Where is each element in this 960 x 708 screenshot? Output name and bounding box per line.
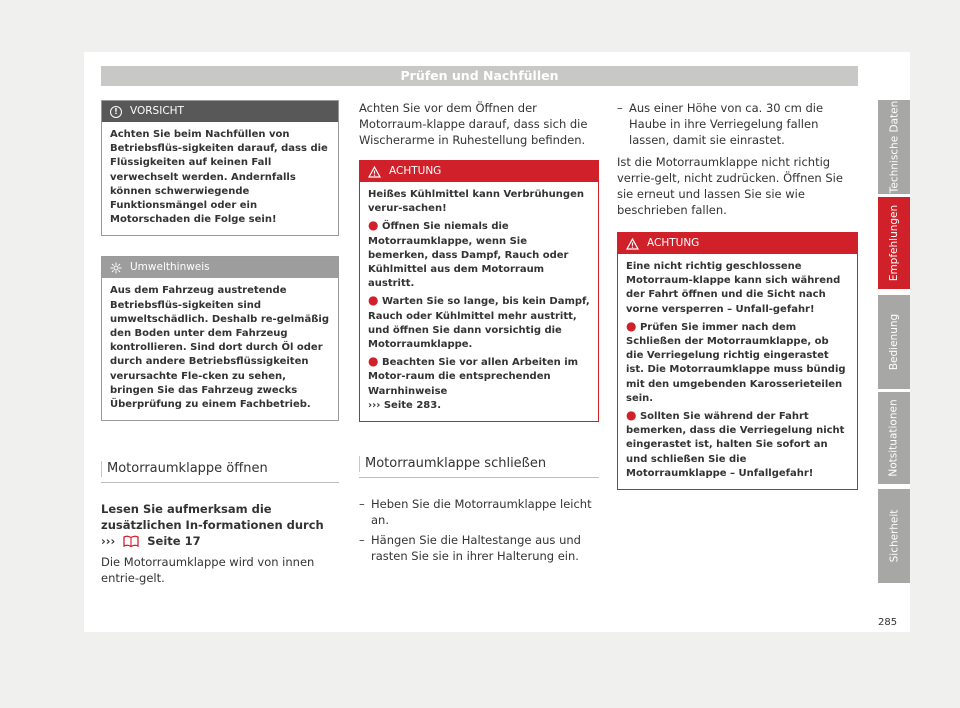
warning-ref-link[interactable]: Seite 283. [383, 399, 441, 411]
leaf-icon [110, 262, 122, 274]
warning-title-bar-1 [360, 161, 598, 182]
latch-paragraph: Ist die Motorraumklappe nicht richtig verrie-gelt, nicht zudrücken. Öffnen Sie sie erneut und lassen Sie sie wie beschrieben fallen. [617, 155, 843, 217]
tab-notsituationen[interactable] [878, 392, 910, 484]
step-text: Aus einer Höhe von ca. 30 cm die Haube in ihre Verriegelung fallen lassen, damit sie einrastet. [629, 101, 824, 147]
open-paragraph: Die Motorraumklappe wird von innen entrie-gelt. [101, 555, 315, 586]
environment-title: Umwelthinweis [130, 261, 210, 274]
tab-empfehlungen[interactable] [878, 197, 910, 289]
step-item: – Heben Sie die Motorraumklappe leicht an. [359, 496, 599, 528]
intro-bold: Lesen Sie aufmerksam die zusätzlichen In-formationen durch [101, 502, 324, 533]
book-icon [123, 535, 139, 552]
tab-bedienung[interactable] [878, 295, 910, 389]
intro-ref-link[interactable]: Seite 17 [147, 534, 201, 549]
intro-text [101, 501, 339, 552]
warning-box-1 [359, 160, 599, 422]
section-title-open [101, 461, 339, 483]
step-text: Hängen Sie die Haltestange aus und rasten Sie sie in ihrer Halterung ein. [371, 533, 581, 564]
environment-title-bar [102, 257, 338, 278]
warning-bullet: ● Öffnen Sie niemals die Motorraumklappe, wenn Sie bemerken, dass Dampf, Rauch oder Kühlmittel aus dem Motorraum austritt. [368, 218, 569, 290]
tab-technische-daten[interactable] [878, 100, 910, 194]
column-3 [617, 100, 858, 510]
column-2 [359, 100, 599, 568]
ref-arrows: ››› [368, 399, 381, 411]
tab-label: Sicherheit [888, 509, 901, 563]
tab-label: Notsituationen [888, 399, 900, 477]
warning-body-1 [360, 182, 598, 421]
warning-title-2: ACHTUNG [647, 237, 700, 249]
tab-label: Technische Daten [888, 100, 901, 194]
section-title-open-text: Motorraumklappe öffnen [107, 461, 268, 477]
caution-title-bar [102, 101, 338, 122]
page-number: 285 [878, 617, 898, 628]
tab-label: Bedienung [888, 313, 900, 371]
warning-lead-2: Eine nicht richtig geschlossene Motorraum-klappe kann sich während der Fahrt öffnen und die Sicht nach vorne versperren – Unfall-gefahr! [626, 261, 841, 315]
section-title-close [359, 456, 599, 478]
step-item: – Hängen Sie die Haltestange aus und rasten Sie sie in ihrer Halterung ein. [359, 532, 599, 564]
warning-title-bar-2 [618, 233, 857, 254]
warning-bullet-text: Sollten Sie während der Fahrt bemerken, dass die Verriegelung nicht eingerastet ist, halten Sie sofort an und schließen Sie die Motorraumklappe – Unfallgefahr! [626, 411, 845, 479]
warning-title-1: ACHTUNG [389, 165, 442, 177]
section-title-close-text: Motorraumklappe schließen [365, 456, 547, 472]
environment-text: Aus dem Fahrzeug austretende Betriebsflüs-sigkeiten sind umweltschädlich. Deshalb re-gelmäßig den Boden unter dem Fahrzeug kontrollieren. Sind dort durch Öl oder durch andere Betriebsflüssigkeiten verursachte Fle-cken zu sehen, bringen Sie das Fahrzeug zwecks Überprüfung zu einem Fachbetrieb. [110, 285, 330, 411]
wiper-paragraph: Achten Sie vor dem Öffnen der Motorraum-klappe darauf, dass sich die Wischerarme in Ruhestellung befinden. [359, 101, 588, 147]
tab-label: Empfehlungen [888, 204, 901, 282]
warning-bullet-text: Warten Sie so lange, bis kein Dampf, Rauch oder Kühlmittel mehr austritt, und öffnen Sie dann vorsichtig die Motorraumklappe. [368, 296, 590, 351]
step-item: – Aus einer Höhe von ca. 30 cm die Haube in ihre Verriegelung fallen lassen, damit sie einrastet. [617, 100, 858, 148]
caution-box [101, 100, 339, 236]
warning-bullet: ● Beachten Sie vor allen Arbeiten im Motor-raum die entsprechenden Warnhinweise ››› Seite 283. [368, 354, 579, 411]
caution-text: Achten Sie beim Nachfüllen von Betriebsflüs-sigkeiten darauf, dass die Flüssigkeiten auf keinen Fall verwechselt werden. Andernfalls können schwerwiegende Funktionsmängel oder ein Motorschaden die Folge sein! [110, 129, 328, 226]
warning-bullet: ● Prüfen Sie immer nach dem Schließen der Motorraumklappe, ob die Verriegelung richtig eingerastet ist. Die Motorraumklappe muss bündig mit den umgebenden Karosserieteilen sein. [626, 318, 846, 404]
page-header: Prüfen und Nachfüllen [101, 66, 858, 86]
warning-bullet-text: Öffnen Sie niemals die Motorraumklappe, wenn Sie bemerken, dass Dampf, Rauch oder Kühlmittel aus dem Motorraum austritt. [368, 221, 569, 290]
info-circle-icon: ! [110, 106, 122, 118]
warning-triangle-icon [626, 238, 639, 250]
warning-bullet-text: Beachten Sie vor allen Arbeiten im Motor-raum die entsprechenden Warnhinweise [368, 357, 579, 397]
warning-lead-1: Heißes Kühlmittel kann Verbrühungen verur-sachen! [368, 189, 584, 215]
tab-sicherheit[interactable] [878, 489, 910, 583]
environment-body [102, 278, 338, 420]
warning-bullet: ● Warten Sie so lange, bis kein Dampf, Rauch oder Kühlmittel mehr austritt, und öffnen Sie dann vorsichtig die Motorraumklappe. [368, 293, 590, 351]
warning-triangle-icon [368, 166, 381, 178]
ref-arrows: ››› [101, 534, 116, 549]
warning-bullet-text: Prüfen Sie immer nach dem Schließen der Motorraumklappe, ob die Verriegelung richtig eingerastet ist. Die Motorraumklappe muss bündig mit den umgebenden Karosserieteilen sein. [626, 321, 846, 404]
warning-body-2 [618, 254, 857, 489]
column-1 [101, 100, 339, 588]
caution-title: VORSICHT [130, 105, 184, 117]
environment-box [101, 256, 339, 421]
caution-body [102, 122, 338, 235]
warning-box-2 [617, 232, 858, 490]
step-text: Heben Sie die Motorraumklappe leicht an. [371, 497, 592, 528]
warning-bullet: ● Sollten Sie während der Fahrt bemerken, dass die Verriegelung nicht eingerastet ist, halten Sie sofort an und schließen Sie die Motorraumklappe – Unfallgefahr! [626, 408, 845, 479]
